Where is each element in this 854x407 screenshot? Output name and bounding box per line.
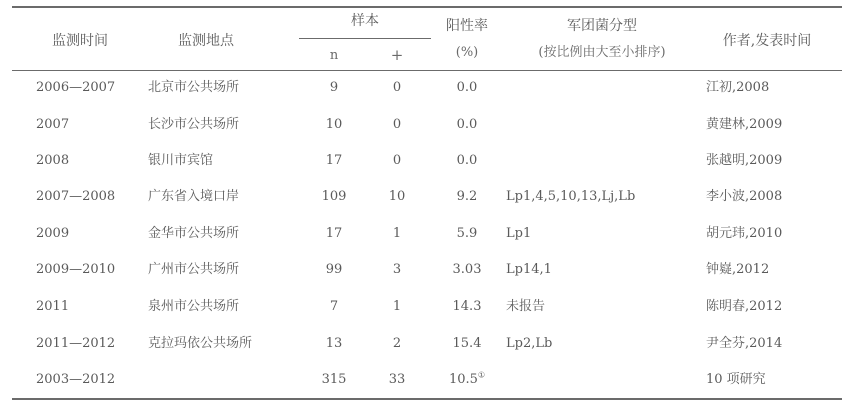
cell-n: 17 — [325, 153, 343, 168]
cell-place: 广州市公共场所 — [148, 262, 240, 277]
cell-rate: 0.0 — [456, 80, 478, 95]
cell-author: 江初,2008 — [706, 80, 770, 95]
cell-author: 陈明春,2012 — [706, 299, 783, 314]
cell-positive: 0 — [392, 80, 402, 95]
sample-sub-rule — [299, 38, 431, 39]
header-type-note: (按比例由大至小排序) — [538, 45, 666, 60]
cell-time: 2007—2008 — [36, 189, 116, 204]
cell-place: 金华市公共场所 — [148, 226, 240, 241]
cell-n: 10 — [325, 117, 343, 132]
cell-n: 315 — [321, 372, 347, 387]
cell-rate: 5.9 — [456, 226, 478, 241]
cell-type: Lp14,1 — [506, 262, 552, 277]
cell-n: 13 — [325, 336, 343, 351]
cell-type: Lp1,4,5,10,13,Lj,Lb — [506, 189, 636, 204]
cell-positive: 2 — [392, 336, 402, 351]
header-sample: 样本 — [351, 13, 379, 29]
cell-n: 7 — [329, 299, 339, 314]
cell-positive: 0 — [392, 153, 402, 168]
cell-positive: 10 — [388, 189, 406, 204]
cell-rate: 0.0 — [456, 153, 478, 168]
cell-place: 广东省入境口岸 — [148, 189, 240, 204]
cell-author: 张越明,2009 — [706, 153, 783, 168]
cell-type: Lp1 — [506, 226, 532, 241]
cell-rate: 15.4 — [452, 336, 482, 351]
cell-time: 2006—2007 — [36, 80, 116, 95]
header-time: 监测时间 — [52, 33, 108, 49]
cell-place: 长沙市公共场所 — [148, 117, 240, 132]
cell-author: 胡元玮,2010 — [706, 226, 783, 241]
header-sample-n: n — [329, 48, 339, 63]
cell-time: 2009—2010 — [36, 262, 116, 277]
cell-time: 2011 — [36, 299, 70, 314]
cell-place: 泉州市公共场所 — [148, 299, 240, 314]
cell-positive: 0 — [392, 117, 402, 132]
cell-n: 17 — [325, 226, 343, 241]
cell-time: 2007 — [36, 117, 70, 132]
cell-rate: 14.3 — [452, 299, 482, 314]
cell-author: 钟嶷,2012 — [706, 262, 770, 277]
cell-n: 9 — [329, 80, 339, 95]
cell-rate: 3.03 — [452, 262, 482, 277]
header-type: 军团菌分型 — [567, 18, 637, 34]
header-place: 监测地点 — [178, 33, 234, 49]
footnote-marker: ① — [477, 370, 486, 380]
cell-place: 银川市宾馆 — [148, 153, 214, 168]
cell-rate — [444, 372, 490, 388]
data-table — [12, 0, 842, 407]
header-rule — [12, 70, 842, 71]
cell-author: 黄建林,2009 — [706, 117, 783, 132]
cell-positive: 33 — [388, 372, 406, 387]
cell-time: 2011—2012 — [36, 336, 116, 351]
cell-n: 109 — [321, 189, 347, 204]
cell-n: 99 — [325, 262, 343, 277]
header-author: 作者,发表时间 — [722, 33, 812, 49]
rate-value: 10.5 — [448, 372, 478, 387]
header-rate: 阳性率 — [446, 18, 488, 34]
header-sample-positive: + — [390, 46, 404, 64]
cell-author: 李小波,2008 — [706, 189, 783, 204]
cell-time: 2003—2012 — [36, 372, 116, 387]
cell-rate: 0.0 — [456, 117, 478, 132]
cell-time: 2008 — [36, 153, 70, 168]
cell-positive: 3 — [392, 262, 402, 277]
bottom-rule — [12, 398, 842, 400]
cell-author: 10 项研究 — [706, 372, 766, 387]
cell-author: 尹全芬,2014 — [706, 336, 783, 351]
header-rate-unit: (%) — [455, 45, 479, 60]
cell-type: 未报告 — [506, 299, 546, 314]
top-rule — [12, 6, 842, 8]
cell-positive: 1 — [392, 226, 402, 241]
cell-place: 克拉玛依公共场所 — [148, 336, 253, 351]
cell-rate: 9.2 — [456, 189, 478, 204]
cell-time: 2009 — [36, 226, 70, 241]
cell-positive: 1 — [392, 299, 402, 314]
cell-type: Lp2,Lb — [506, 336, 553, 351]
cell-place: 北京市公共场所 — [148, 80, 240, 95]
